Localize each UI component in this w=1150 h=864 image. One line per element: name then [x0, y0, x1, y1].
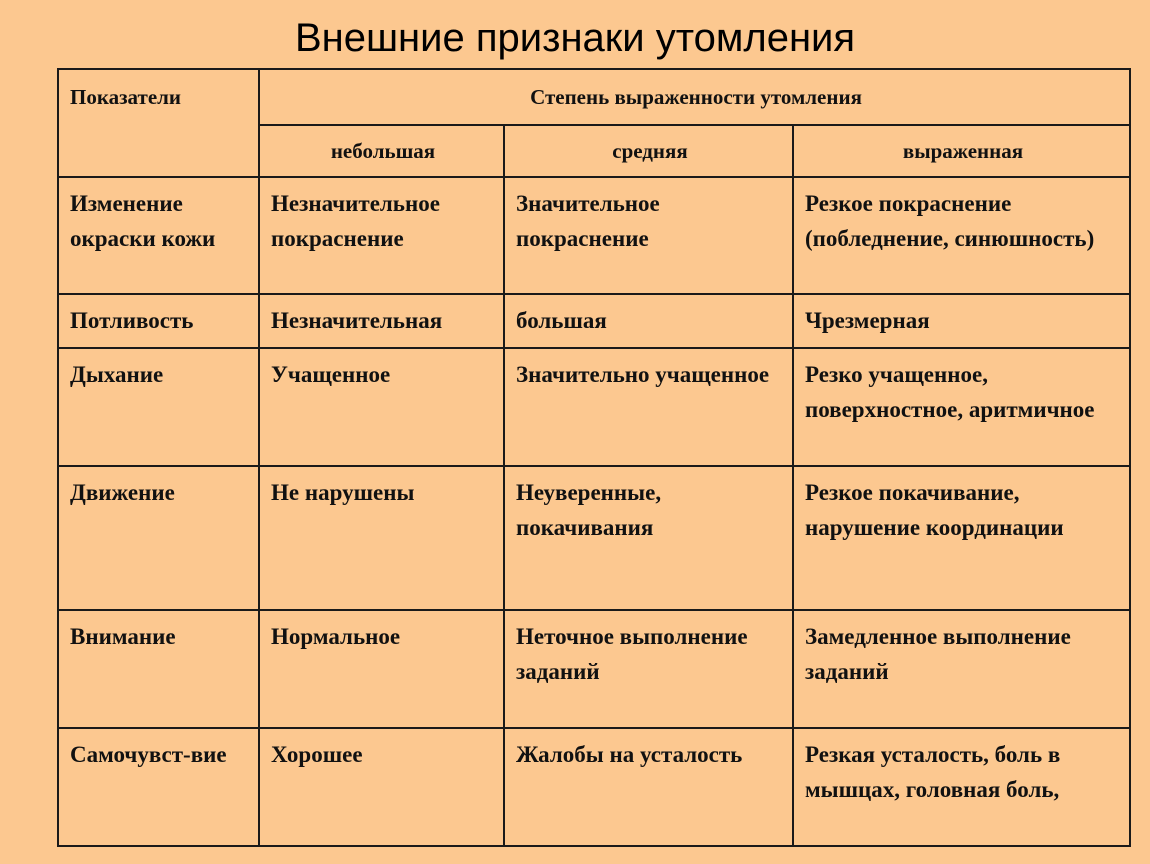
pronounced-cell: Чрезмерная	[793, 294, 1130, 348]
indicator-cell: Движение	[58, 466, 259, 610]
page-title: Внешние признаки утомления	[294, 16, 856, 60]
level-header-pronounced: выраженная	[793, 125, 1130, 177]
small-cell: Учащенное	[259, 348, 504, 466]
medium-cell: Неуверенные, покачивания	[504, 466, 793, 610]
degree-header: Степень выраженности утомления	[259, 69, 1130, 125]
level-header-small: небольшая	[259, 125, 504, 177]
pronounced-cell: Замедленное выполнение заданий	[793, 610, 1130, 728]
small-cell: Незначительное покраснение	[259, 177, 504, 294]
level-header-medium: средняя	[504, 125, 793, 177]
table-row	[58, 177, 1130, 294]
pronounced-cell: Резко учащенное, поверхностное, аритмичное	[793, 348, 1130, 466]
pronounced-cell: Резкое покраснение (побледнение, синюшность)	[793, 177, 1130, 294]
medium-cell: большая	[504, 294, 793, 348]
fatigue-signs-table	[57, 68, 1131, 847]
indicator-cell: Внимание	[58, 610, 259, 728]
indicator-cell: Изменение окраски кожи	[58, 177, 259, 294]
table-row	[58, 466, 1130, 610]
table-row	[58, 294, 1130, 348]
medium-cell: Жалобы на усталость	[504, 728, 793, 846]
medium-cell: Значительное покраснение	[504, 177, 793, 294]
medium-cell: Значительно учащенное	[504, 348, 793, 466]
table-row	[58, 728, 1130, 846]
table-header-row	[58, 69, 1130, 125]
small-cell: Не нарушены	[259, 466, 504, 610]
medium-cell: Неточное выполнение заданий	[504, 610, 793, 728]
pronounced-cell: Резкая усталость, боль в мышцах, головная боль,	[793, 728, 1130, 846]
indicator-cell: Дыхание	[58, 348, 259, 466]
indicator-cell: Самочувст-вие	[58, 728, 259, 846]
table-row	[58, 610, 1130, 728]
pronounced-cell: Резкое покачивание, нарушение координации	[793, 466, 1130, 610]
indicator-header: Показатели	[58, 69, 259, 177]
table-row	[58, 348, 1130, 466]
small-cell: Незначительная	[259, 294, 504, 348]
small-cell: Нормальное	[259, 610, 504, 728]
small-cell: Хорошее	[259, 728, 504, 846]
indicator-cell: Потливость	[58, 294, 259, 348]
